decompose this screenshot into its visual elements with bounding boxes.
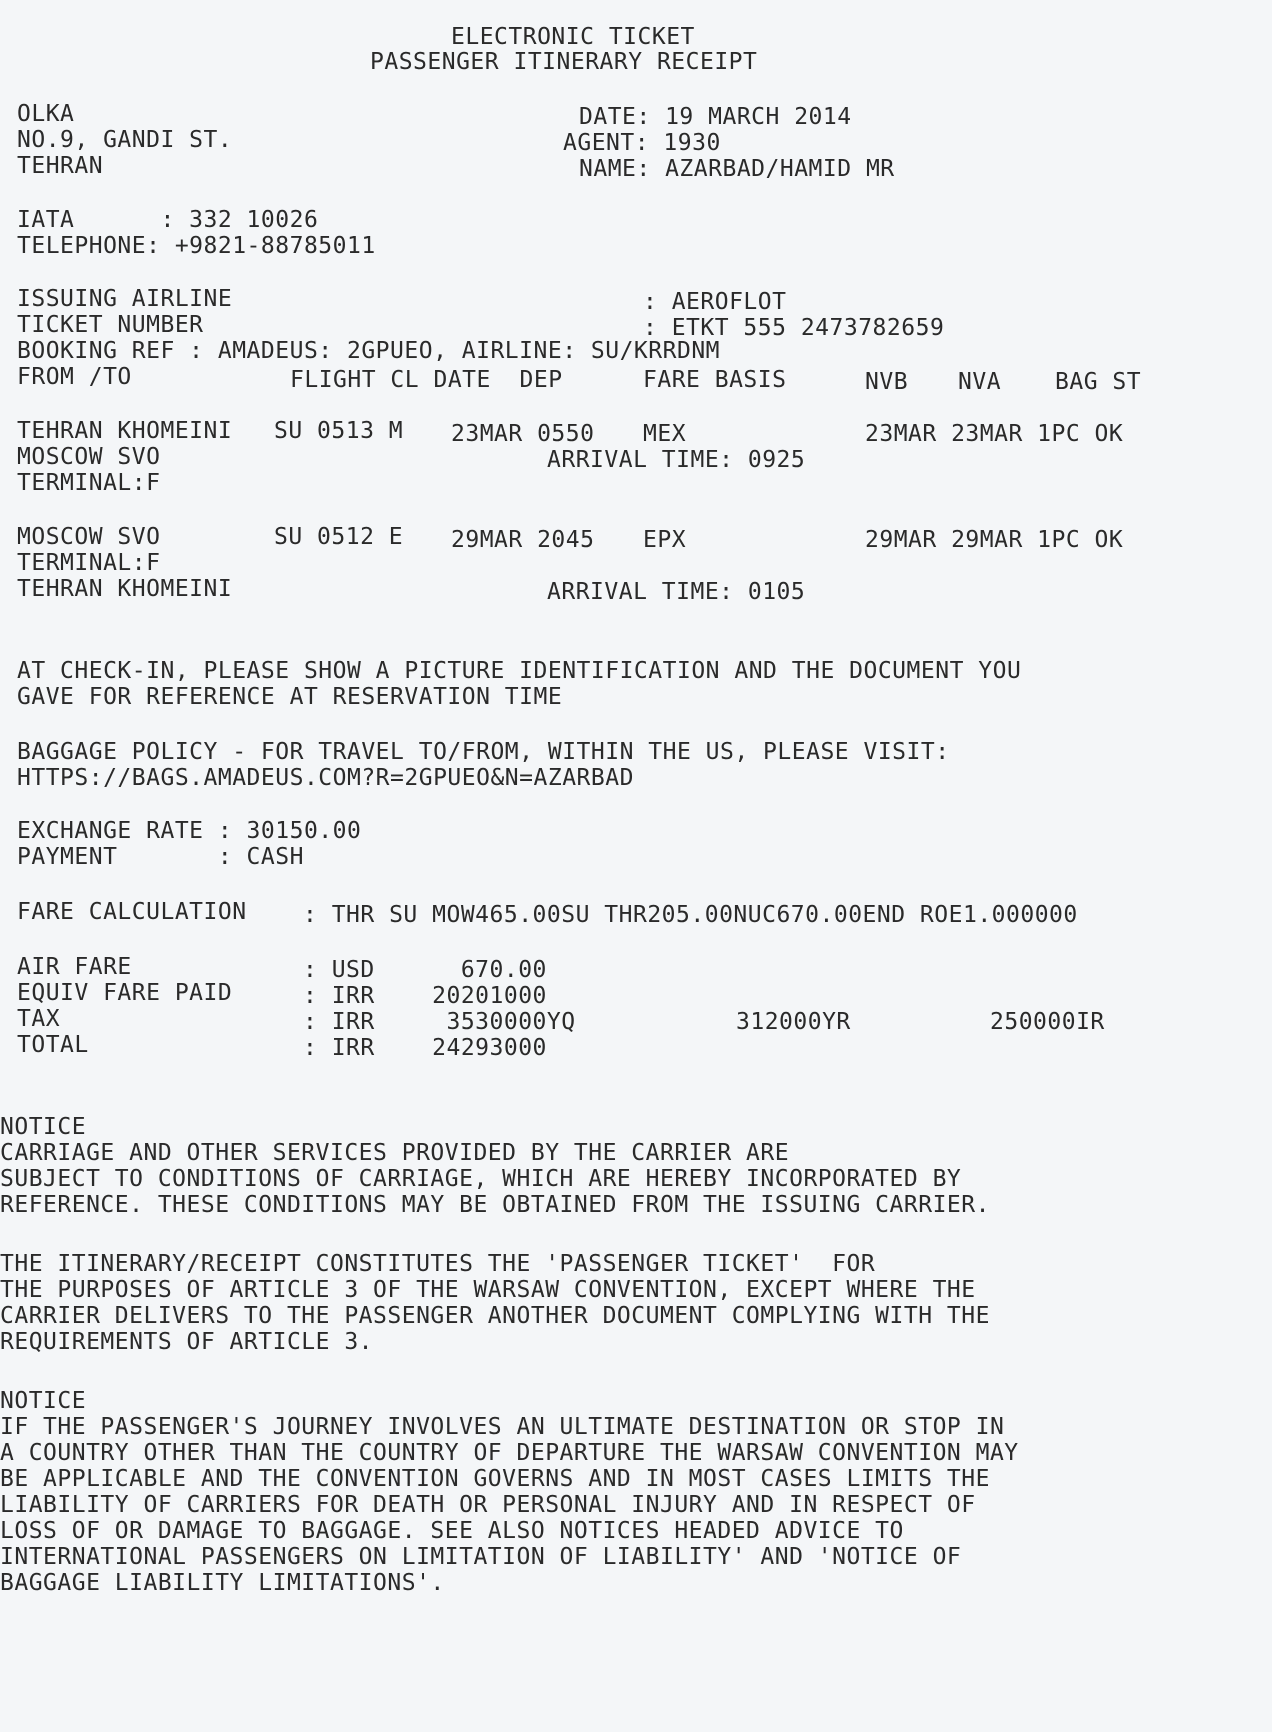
notice-heading: NOTICE: [0, 1388, 87, 1414]
segment-1-origin: TEHRAN KHOMEINI: [17, 418, 233, 444]
equiv-fare-value: : IRR 20201000: [303, 983, 547, 1009]
tax-label: TAX: [17, 1006, 61, 1032]
col-bag-st: BAG ST: [1055, 369, 1142, 395]
segment-1-validity-bag-status: 23MAR 23MAR 1PC OK: [865, 421, 1124, 447]
ticket-number-label: TICKET NUMBER: [17, 312, 204, 338]
notice-line: IF THE PASSENGER'S JOURNEY INVOLVES AN ULTIMATE DESTINATION OR STOP IN: [0, 1414, 1005, 1440]
agent-code: AGENT: 1930: [563, 130, 721, 156]
segment-2-origin: MOSCOW SVO: [17, 524, 161, 550]
col-flight-cl-date-dep: FLIGHT CL DATE DEP: [290, 367, 563, 393]
segment-1-destination: MOSCOW SVO: [17, 444, 161, 470]
segment-2-fare-basis: EPX: [643, 527, 687, 553]
notice-heading: NOTICE: [0, 1114, 87, 1140]
segment-1-date-dep: 23MAR 0550: [451, 421, 595, 447]
total-value: : IRR 24293000: [303, 1035, 547, 1061]
agency-telephone: TELEPHONE: +9821-88785011: [17, 233, 376, 259]
notice-line: SUBJECT TO CONDITIONS OF CARRIAGE, WHICH ARE HEREBY INCORPORATED BY: [0, 1166, 962, 1192]
checkin-note-line-1: AT CHECK-IN, PLEASE SHOW A PICTURE IDENTIFICATION AND THE DOCUMENT YOU: [17, 658, 1022, 684]
notice-line: REFERENCE. THESE CONDITIONS MAY BE OBTAINED FROM THE ISSUING CARRIER.: [0, 1192, 990, 1218]
document-title: ELECTRONIC TICKET: [451, 24, 695, 50]
issuing-airline-label: ISSUING AIRLINE: [17, 286, 233, 312]
tax-ir-value: 250000IR: [990, 1009, 1105, 1035]
fare-calculation-label: FARE CALCULATION: [17, 899, 247, 925]
segment-1-arrival-time: ARRIVAL TIME: 0925: [547, 447, 806, 473]
air-fare-label: AIR FARE: [17, 954, 132, 980]
segment-1-terminal: TERMINAL:F: [17, 470, 161, 496]
notice-line: A COUNTRY OTHER THAN THE COUNTRY OF DEPARTURE THE WARSAW CONVENTION MAY: [0, 1440, 1019, 1466]
warsaw-line: THE PURPOSES OF ARTICLE 3 OF THE WARSAW CONVENTION, EXCEPT WHERE THE: [0, 1277, 976, 1303]
payment-method: PAYMENT : CASH: [17, 844, 304, 870]
segment-2-destination: TEHRAN KHOMEINI: [17, 576, 233, 602]
warsaw-line: THE ITINERARY/RECEIPT CONSTITUTES THE 'PASSENGER TICKET' FOR: [0, 1251, 876, 1277]
issuing-airline-value: : AEROFLOT: [643, 289, 787, 315]
equiv-fare-label: EQUIV FARE PAID: [17, 980, 233, 1006]
document-subtitle: PASSENGER ITINERARY RECEIPT: [370, 49, 758, 75]
segment-2-validity-bag-status: 29MAR 29MAR 1PC OK: [865, 527, 1124, 553]
fare-calculation-value: : THR SU MOW465.00SU THR205.00NUC670.00END ROE1.000000: [303, 902, 1078, 928]
col-fare-basis: FARE BASIS: [643, 367, 787, 393]
segment-1-flight: SU 0513 M: [274, 418, 404, 444]
air-fare-value: : USD 670.00: [303, 957, 547, 983]
warsaw-line: CARRIER DELIVERS TO THE PASSENGER ANOTHER DOCUMENT COMPLYING WITH THE: [0, 1303, 990, 1329]
booking-reference: BOOKING REF : AMADEUS: 2GPUEO, AIRLINE: SU/KRRDNM: [17, 338, 721, 364]
notice-line: INTERNATIONAL PASSENGERS ON LIMITATION OF LIABILITY' AND 'NOTICE OF: [0, 1544, 962, 1570]
baggage-policy-url: HTTPS://BAGS.AMADEUS.COM?R=2GPUEO&N=AZARBAD: [17, 765, 634, 791]
col-from-to: FROM /TO: [17, 364, 132, 390]
checkin-note-line-2: GAVE FOR REFERENCE AT RESERVATION TIME: [17, 684, 563, 710]
notice-line: LIABILITY OF CARRIERS FOR DEATH OR PERSONAL INJURY AND IN RESPECT OF: [0, 1492, 976, 1518]
segment-2-terminal: TERMINAL:F: [17, 550, 161, 576]
agency-city: TEHRAN: [17, 153, 104, 179]
passenger-name: NAME: AZARBAD/HAMID MR: [579, 156, 895, 182]
ticket-number-value: : ETKT 555 2473782659: [643, 315, 945, 341]
agency-street: NO.9, GANDI ST.: [17, 127, 233, 153]
notice-line: LOSS OF OR DAMAGE TO BAGGAGE. SEE ALSO NOTICES HEADED ADVICE TO: [0, 1518, 904, 1544]
agency-name: OLKA: [17, 101, 75, 127]
tax-yr-value: 312000YR: [736, 1009, 851, 1035]
col-nvb: NVB: [865, 369, 909, 395]
segment-2-date-dep: 29MAR 2045: [451, 527, 595, 553]
col-nva: NVA: [958, 369, 1002, 395]
segment-1-fare-basis: MEX: [643, 421, 687, 447]
segment-2-arrival-time: ARRIVAL TIME: 0105: [547, 579, 806, 605]
tax-yq-value: : IRR 3530000YQ: [303, 1009, 576, 1035]
notice-line: BE APPLICABLE AND THE CONVENTION GOVERNS AND IN MOST CASES LIMITS THE: [0, 1466, 990, 1492]
notice-line: CARRIAGE AND OTHER SERVICES PROVIDED BY THE CARRIER ARE: [0, 1140, 790, 1166]
segment-2-flight: SU 0512 E: [274, 524, 404, 550]
iata-number: IATA : 332 10026: [17, 207, 319, 233]
issue-date: DATE: 19 MARCH 2014: [579, 104, 852, 130]
baggage-policy-text: BAGGAGE POLICY - FOR TRAVEL TO/FROM, WITHIN THE US, PLEASE VISIT:: [17, 739, 950, 765]
total-label: TOTAL: [17, 1032, 89, 1058]
notice-line: BAGGAGE LIABILITY LIMITATIONS'.: [0, 1570, 445, 1596]
exchange-rate: EXCHANGE RATE : 30150.00: [17, 818, 362, 844]
warsaw-line: REQUIREMENTS OF ARTICLE 3.: [0, 1329, 374, 1355]
